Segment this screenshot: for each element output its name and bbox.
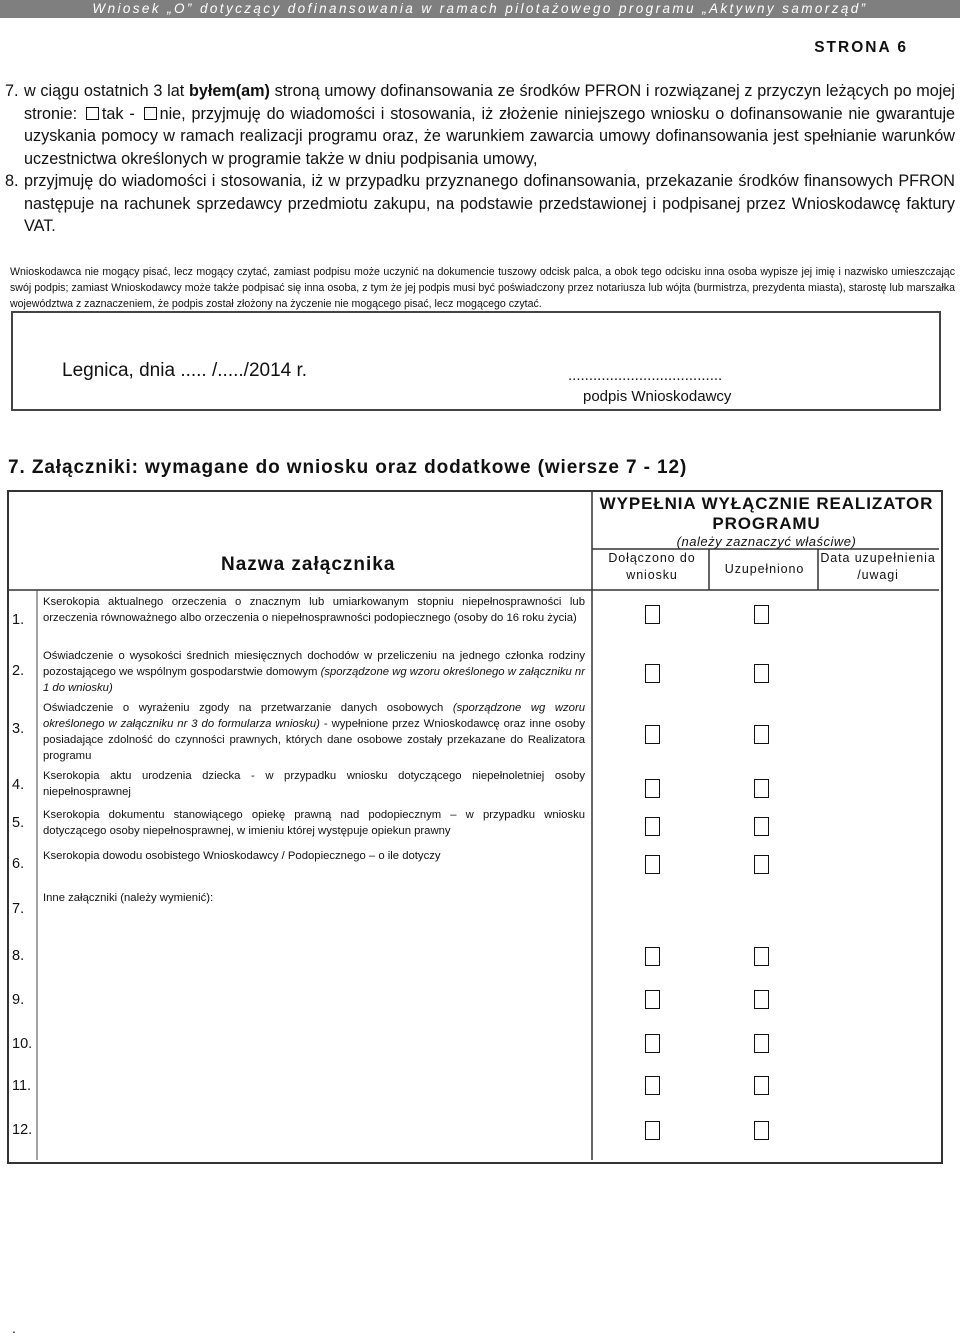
table-row <box>9 646 939 698</box>
document-header: Wniosek „O” dotyczący dofinansowania w ramach pilotażowego programu „Aktywny samorząd” <box>0 0 960 18</box>
table-row <box>9 698 939 766</box>
row-number: 10. <box>12 1036 33 1052</box>
row-number: 11. <box>12 1078 32 1094</box>
attached-checkbox[interactable] <box>645 1121 660 1140</box>
row-text <box>43 700 585 764</box>
clause-text-part: stroną umowy dofinansowania ze środków PFRON i rozwiązanej z przyczyn leżących po mojej stronie: <box>24 82 955 123</box>
declaration-clauses <box>5 80 955 238</box>
attached-checkbox[interactable] <box>645 725 660 744</box>
signature-label: podpis Wnioskodawcy <box>583 388 732 405</box>
clause-number: 8. <box>5 172 19 190</box>
table-row <box>9 938 939 980</box>
row-number: 7. <box>12 901 25 917</box>
attached-checkbox[interactable] <box>645 817 660 836</box>
supplemented-checkbox[interactable] <box>754 779 769 798</box>
attached-checkbox[interactable] <box>645 855 660 874</box>
clause-7 <box>5 80 955 170</box>
table-row <box>9 766 939 804</box>
row-text-main: - wypełnione przez Wnioskodawcę oraz inne osoby posiadające zdolność do czynności prawnych, których dane osobowe zostały przekazane do Realizatora programu <box>43 718 585 762</box>
attached-checkbox[interactable] <box>645 990 660 1009</box>
option-yes-label: tak - <box>101 104 135 123</box>
row-number: 8. <box>12 948 25 964</box>
attachments-title: 7. Załączniki: wymagane do wniosku oraz dodatkowe (wiersze 7 - 12) <box>8 457 688 478</box>
signature-line[interactable]: ..................................... <box>568 367 723 384</box>
supplemented-checkbox[interactable] <box>754 725 769 744</box>
attached-checkbox[interactable] <box>645 605 660 624</box>
option-no-label: nie, <box>159 104 186 123</box>
checkbox-yes[interactable] <box>86 107 99 120</box>
row-text <box>43 648 585 696</box>
column-date-notes: Data uzupełnienia /uwagi <box>820 551 936 582</box>
row-text: Kserokopia dowodu osobistego Wnioskodawcy / Podopiecznego – o ile dotyczy <box>43 850 441 862</box>
row-number: 5. <box>12 815 25 831</box>
row-text: Kserokopia dokumentu stanowiącego opiekę prawną nad podopiecznym – w przypadku wniosku dotyczącego osoby niepełnosprawnej, w imieniu której występuje opiekun prawny <box>43 809 585 837</box>
table-row <box>9 804 939 844</box>
table-row <box>9 1024 939 1066</box>
table-row <box>9 884 939 938</box>
realizator-header-cell <box>594 492 939 549</box>
signature-note: Wnioskodawca nie mogący pisać, lecz mogący czytać, zamiast podpisu może uczynić na dokumencie tuszowy odcisk palca, a obok tego odcisku inna osoba wypisze jej imię i nazwisko umieszczając swój podpis; zamiast Wnioskodawcy może także podpisać się inna osoba, z tym że jej podpis musi być poświadczony przez notariusza lub wójta (burmistrza, prezydenta miasta), starostę lub marszałka województwa z zaznaczeniem, że podpis został złożony na życzenie nie mogącego pisać, lecz mogącego czytać. <box>10 266 955 310</box>
supplemented-checkbox[interactable] <box>754 817 769 836</box>
column-attached: Dołączono do wniosku <box>608 551 696 582</box>
row-number: 1. <box>12 612 25 628</box>
supplemented-checkbox[interactable] <box>754 664 769 683</box>
attachment-name-header-cell <box>9 492 592 590</box>
attached-checkbox[interactable] <box>645 1076 660 1095</box>
clause-text-part: w ciągu ostatnich 3 lat <box>24 82 189 100</box>
table-row <box>9 844 939 884</box>
row-number: 4. <box>12 777 25 793</box>
checkbox-no[interactable] <box>144 107 157 120</box>
row-text: Kserokopia aktu urodzenia dziecka - w przypadku wniosku dotyczącego niepełnoletniej osoby niepełnosprawnej <box>43 770 585 798</box>
supplemented-checkbox[interactable] <box>754 1121 769 1140</box>
supplemented-checkbox[interactable] <box>754 990 769 1009</box>
clause-text: przyjmuję do wiadomości i stosowania, iż w przypadku przyznanego dofinansowania, przekazanie środków finansowych PFRON następuje na rachunek sprzedawcy przedmiotu zakupu, na podstawie przedstawionej i podpisanej przez Wnioskodawcę faktury VAT. <box>24 172 955 235</box>
row-number: 3. <box>12 721 25 737</box>
row-number: 6. <box>12 856 25 872</box>
table-row <box>9 1066 939 1110</box>
table-row <box>9 590 939 646</box>
row-text-main: Oświadczenie o wyrażeniu zgody na przetwarzanie danych osobowych <box>43 702 453 714</box>
supplemented-checkbox[interactable] <box>754 605 769 624</box>
clause-text-part: przyjmuję do wiadomości i stosowania, iż złożenie niniejszego wniosku o dofinansowanie nie gwarantuje uzyskania pomocy w ramach realizacji programu oraz, że warunkiem zawarcia umowy dofinansowania jest spełnianie warunków uczestnictwa określonych w programie także w dniu podpisania umowy, <box>24 104 956 168</box>
column-supplemented: Uzupełniono <box>724 562 805 576</box>
clause-bold-term: byłem(am) <box>188 82 270 100</box>
attached-checkbox[interactable] <box>645 779 660 798</box>
row-text: Inne załączniki (należy wymienić): <box>43 892 214 904</box>
attachments-table <box>7 490 943 1164</box>
clause-text <box>24 80 955 170</box>
row-number: 2. <box>12 663 25 679</box>
place-date[interactable]: Legnica, dnia ..... /...../2014 r. <box>62 360 308 381</box>
signature-box <box>11 311 941 411</box>
row-text-italic: (sporządzone wg wzoru określonego w załączniku nr 3 do formularza wniosku) <box>43 702 585 730</box>
page-number: STRONA 6 <box>814 39 908 56</box>
attached-checkbox[interactable] <box>645 947 660 966</box>
supplemented-checkbox[interactable] <box>754 855 769 874</box>
clause-number: 7. <box>5 82 19 100</box>
realizator-note: (należy zaznaczyć właściwe) <box>676 534 857 549</box>
realizator-header: WYPEŁNIA WYŁĄCZNIE REALIZATOR PROGRAMU <box>599 494 934 533</box>
supplemented-checkbox[interactable] <box>754 1076 769 1095</box>
supplemented-checkbox[interactable] <box>754 1034 769 1053</box>
attached-checkbox[interactable] <box>645 1034 660 1053</box>
table-row <box>9 980 939 1024</box>
row-number: 9. <box>12 992 25 1008</box>
footer-mark: . <box>12 1320 16 1336</box>
row-text-italic: (sporządzone wg wzoru określonego w załączniku nr 1 do wniosku) <box>43 666 585 694</box>
row-number: 12. <box>12 1122 33 1138</box>
supplemented-checkbox[interactable] <box>754 947 769 966</box>
clause-8 <box>5 170 955 238</box>
row-text-main: Oświadczenie o wysokości średnich miesięcznych dochodów w przeliczeniu na jednego członka rodziny pozostającego we wspólnym gospodarstwie domowym <box>43 650 585 678</box>
table-row <box>9 1110 939 1160</box>
attachment-name-header: Nazwa załącznika <box>221 554 396 575</box>
row-text: Kserokopia aktualnego orzeczenia o znacznym lub umiarkowanym stopniu niepełnosprawności lub orzeczenia równoważnego albo orzeczenia o niepełnosprawności podopiecznego (osoby do 16 roku życia) <box>43 596 585 624</box>
attached-checkbox[interactable] <box>645 664 660 683</box>
